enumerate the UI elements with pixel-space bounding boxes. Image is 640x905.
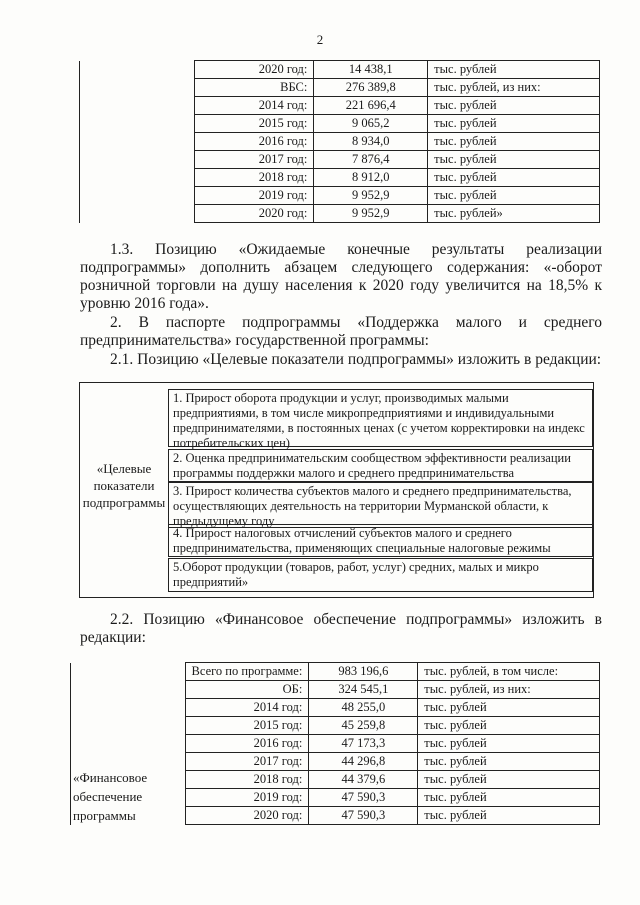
top-table-unit-cell: тыс. рублей, из них: bbox=[428, 79, 600, 97]
bottom-table-label-cell: 2014 год: bbox=[185, 699, 309, 717]
bottom-table-value-cell: 47 590,3 bbox=[309, 807, 418, 825]
targets-left-label: «Целевые показатели подпрограммы bbox=[82, 461, 166, 510]
bottom-table-unit-cell: тыс. рублей bbox=[418, 699, 600, 717]
bottom-table-label-cell: ОБ: bbox=[185, 681, 309, 699]
bottom-table-unit-cell: тыс. рублей bbox=[418, 807, 600, 825]
bottom-table-value-cell: 44 296,8 bbox=[309, 753, 418, 771]
top-table-unit-cell: тыс. рублей bbox=[428, 151, 600, 169]
target-item-4: 4. Прирост налоговых отчислений субъектов малого и среднего предпринимательства, применяющих специальные налоговые режимы bbox=[168, 524, 593, 557]
top-table-unit-cell: тыс. рублей bbox=[428, 115, 600, 133]
top-table-value-cell: 9 065,2 bbox=[314, 115, 428, 133]
top-table-label-cell: 2020 год: bbox=[194, 61, 314, 79]
top-table-label-cell: 2018 год: bbox=[194, 169, 314, 187]
paragraph-2-line-2: предпринимательства» государственной программы: bbox=[80, 332, 429, 349]
paragraph-2-line-1: 2. В паспорте подпрограммы «Поддержка малого и среднего bbox=[110, 314, 602, 331]
bottom-table-value-cell: 47 590,3 bbox=[309, 789, 418, 807]
top-table-value-cell: 276 389,8 bbox=[314, 79, 428, 97]
bottom-table-value-cell: 45 259,8 bbox=[309, 717, 418, 735]
target-item-1: 1. Прирост оборота продукции и услуг, производимых малыми предприятиями, в том числе микропредприятиями и индивидуальными предпринимателями, в постоянных ценах (с учетом корректировки на индекс потребительских цен) bbox=[168, 389, 593, 447]
top-table-value-cell: 9 952,9 bbox=[314, 187, 428, 205]
paragraph-2-1: 2.1. Позицию «Целевые показатели подпрограммы» изложить в редакции: bbox=[110, 351, 602, 368]
bottom-table-label-cell: 2017 год: bbox=[185, 753, 309, 771]
top-table-value-cell: 8 934,0 bbox=[314, 133, 428, 151]
bottom-table-unit-cell: тыс. рублей, из них: bbox=[418, 681, 600, 699]
bottom-table-row bbox=[71, 663, 600, 681]
top-table-label-cell: 2017 год: bbox=[194, 151, 314, 169]
top-table-value-cell: 9 952,9 bbox=[314, 205, 428, 223]
top-table-value-cell: 7 876,4 bbox=[314, 151, 428, 169]
finance-table-top bbox=[79, 60, 600, 223]
top-table-label-cell: 2016 год: bbox=[194, 133, 314, 151]
top-table-left-cell bbox=[80, 61, 195, 223]
bottom-table-label-cell: 2016 год: bbox=[185, 735, 309, 753]
top-table-unit-cell: тыс. рублей bbox=[428, 169, 600, 187]
bottom-table-value-cell: 47 173,3 bbox=[309, 735, 418, 753]
paragraph-2-2-line-2: редакции: bbox=[80, 629, 146, 646]
top-table-unit-cell: тыс. рублей bbox=[428, 133, 600, 151]
bottom-table-unit-cell: тыс. рублей bbox=[418, 771, 600, 789]
finance-table-bottom bbox=[70, 662, 600, 825]
top-table-label-cell: 2015 год: bbox=[194, 115, 314, 133]
top-table-label-cell: ВБС: bbox=[194, 79, 314, 97]
top-table-row bbox=[80, 61, 600, 79]
top-table-value-cell: 221 696,4 bbox=[314, 97, 428, 115]
top-table-unit-cell: тыс. рублей bbox=[428, 61, 600, 79]
bottom-table-label-cell: Всего по программе: bbox=[185, 663, 309, 681]
bottom-table-unit-cell: тыс. рублей bbox=[418, 789, 600, 807]
bottom-table-left-cell: «Финансовое обеспечение программы bbox=[71, 663, 186, 825]
bottom-table-value-cell: 48 255,0 bbox=[309, 699, 418, 717]
bottom-table-value-cell: 324 545,1 bbox=[309, 681, 418, 699]
paragraph-1-3: 1.3. Позицию «Ожидаемые конечные результаты реализации подпрограммы» дополнить абзацем следующего содержания: «-оборот розничной торговли на душу населения к 2020 году увеличится на 18,5% к уровню 2016 года». bbox=[80, 241, 602, 312]
bottom-table-label-cell: 2015 год: bbox=[185, 717, 309, 735]
paragraph-2-2-line-1: 2.2. Позицию «Финансовое обеспечение подпрограммы» изложить в bbox=[110, 611, 602, 628]
bottom-table-unit-cell: тыс. рублей, в том числе: bbox=[418, 663, 600, 681]
bottom-table-value-cell: 983 196,6 bbox=[309, 663, 418, 681]
bottom-table-unit-cell: тыс. рублей bbox=[418, 735, 600, 753]
page-number: 2 bbox=[316, 32, 324, 47]
bottom-table-label-cell: 2018 год: bbox=[185, 771, 309, 789]
bottom-table-label-cell: 2019 год: bbox=[185, 789, 309, 807]
top-table-value-cell: 8 912,0 bbox=[314, 169, 428, 187]
bottom-table-label-cell: 2020 год: bbox=[185, 807, 309, 825]
top-table-label-cell: 2019 год: bbox=[194, 187, 314, 205]
bottom-table-value-cell: 44 379,6 bbox=[309, 771, 418, 789]
target-item-3: 3. Прирост количества субъектов малого и среднего предпринимательства, осуществляющих деятельность на территории Мурманской области, к предыдущему году bbox=[168, 482, 593, 528]
top-table-unit-cell: тыс. рублей bbox=[428, 97, 600, 115]
top-table-unit-cell: тыс. рублей bbox=[428, 187, 600, 205]
top-table-unit-cell: тыс. рублей» bbox=[428, 205, 600, 223]
target-item-2: 2. Оценка предпринимательским сообществом эффективности реализации программы поддержки малого и среднего предпринимательства bbox=[168, 449, 593, 482]
target-item-5: 5.Оборот продукции (товаров, работ, услуг) средних, малых и микро предприятий» bbox=[168, 558, 593, 592]
top-table-label-cell: 2014 год: bbox=[194, 97, 314, 115]
bottom-table-unit-cell: тыс. рублей bbox=[418, 717, 600, 735]
top-table-label-cell: 2020 год: bbox=[194, 205, 314, 223]
top-table-value-cell: 14 438,1 bbox=[314, 61, 428, 79]
bottom-table-unit-cell: тыс. рублей bbox=[418, 753, 600, 771]
